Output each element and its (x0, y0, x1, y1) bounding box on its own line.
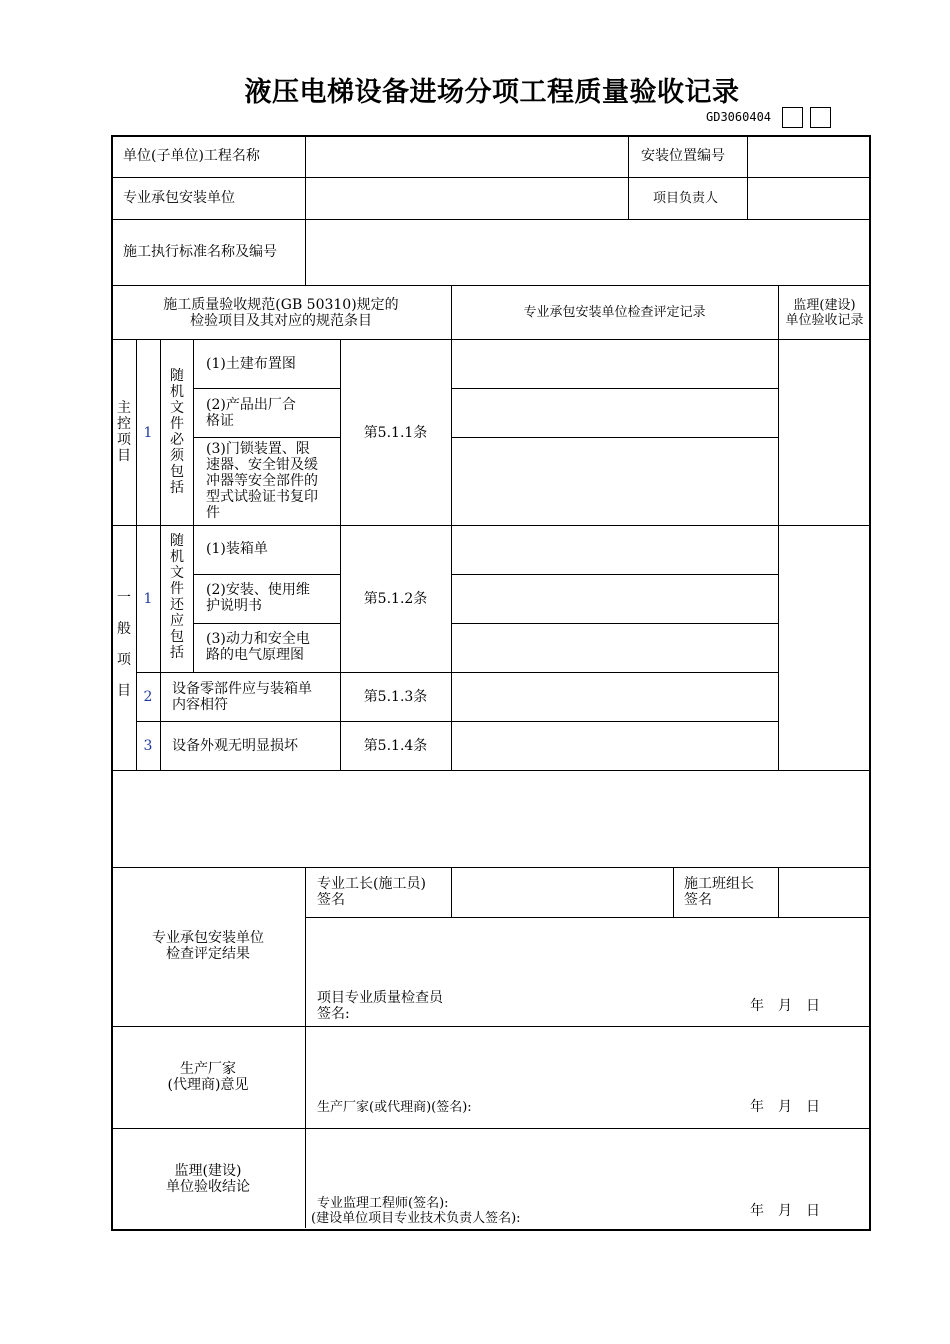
main-item-1: (1)土建布置图 (206, 356, 296, 372)
col-line (778, 867, 779, 917)
subcontractor-field[interactable] (310, 182, 624, 216)
col-line (451, 285, 452, 770)
manufacturer-sign-label: 生产厂家(或代理商)(签名): (317, 1100, 472, 1115)
general-item2-line1: 设备零部件应与装箱单 (172, 681, 312, 697)
general-item-3-line1: (3)动力和安全电 (206, 631, 310, 647)
result-date: 年 月 日 (750, 998, 820, 1014)
row-line (111, 219, 871, 220)
manufacturer-date: 年 月 日 (750, 1099, 820, 1115)
general-clause-3: 第5.1.4条 (363, 738, 428, 754)
supervisor-header-line1: 监理(建设) (793, 298, 856, 313)
main-item-3-line3: 冲器等安全部件的 (206, 473, 318, 489)
row-line (193, 623, 340, 624)
record-cell-main-3[interactable] (453, 439, 776, 523)
team-leader-label-line1: 施工班组长 (684, 876, 754, 892)
row-line (136, 672, 778, 673)
spec-header-line1: 施工质量验收规范(GB 50310)规定的 (163, 297, 399, 313)
foreman-label-line2: 签名 (317, 892, 345, 908)
row-line (193, 388, 340, 389)
general-item-2-line1: (2)安装、使用维 (206, 582, 310, 598)
supervisor-header-line2: 单位验收记录 (785, 313, 864, 328)
inspector-label-line1: 项目专业质量检查员 (317, 990, 443, 1006)
col-line (193, 339, 194, 672)
row-line (111, 1128, 871, 1129)
col-line (160, 339, 161, 770)
project-manager-field[interactable] (752, 182, 866, 216)
row-line (136, 721, 778, 722)
project-name-field[interactable] (310, 140, 624, 174)
subcontractor-label: 专业承包安装单位 (123, 190, 235, 206)
general-item-3-line2: 路的电气原理图 (206, 647, 304, 663)
code-box-1[interactable] (782, 107, 803, 128)
col-line (305, 867, 306, 1228)
supervision-sign-line2: (建设单位项目专业技术负责人签名): (311, 1211, 521, 1226)
project-name-label: 单位(子单位)工程名称 (123, 148, 260, 164)
main-control-label: 主 控 项 目 (117, 400, 131, 464)
main-item-3-line1: (3)门锁装置、限 (206, 441, 310, 457)
supervision-label-line1: 监理(建设) (174, 1163, 242, 1179)
record-cell-main-2[interactable] (453, 390, 776, 435)
record-cell-general-1[interactable] (453, 527, 776, 572)
general-clause-1: 第5.1.2条 (363, 591, 428, 607)
check-record-header: 专业承包安装单位检查评定记录 (523, 305, 706, 320)
location-no-label: 安装位置编号 (641, 148, 725, 164)
record-cell-general-5[interactable] (453, 723, 776, 768)
notes-area[interactable] (113, 772, 869, 865)
col-line (673, 867, 674, 917)
main-group-label: 随 机 文 件 必 须 包 括 (170, 368, 184, 496)
manufacturer-label-line1: 生产厂家 (180, 1061, 236, 1077)
record-cell-general-2[interactable] (453, 576, 776, 621)
supervisor-cell-general[interactable] (780, 527, 869, 768)
row-line (111, 1026, 871, 1027)
col-line (136, 339, 137, 770)
general-item-1: (1)装箱单 (206, 541, 268, 557)
col-line (778, 285, 779, 770)
row-line (451, 574, 778, 575)
supervision-label-line2: 单位验收结论 (166, 1179, 250, 1195)
row-line (451, 623, 778, 624)
row-line (451, 388, 778, 389)
supervision-date: 年 月 日 (750, 1203, 820, 1219)
general-label: 一 般 项 目 (117, 590, 131, 699)
col-line (747, 135, 748, 219)
main-item-2-line2: 格证 (206, 413, 234, 429)
main-item-3-line4: 型式试验证书复印 (206, 489, 318, 505)
row-line (111, 177, 871, 178)
record-cell-main-1[interactable] (453, 341, 776, 386)
general-item2-line2: 内容相符 (172, 697, 228, 713)
main-item-3-line5: 件 (206, 505, 220, 521)
supervision-sign-line1: 专业监理工程师(签名): (317, 1196, 449, 1211)
result-label-line1: 专业承包安装单位 (152, 930, 264, 946)
team-leader-sign-field[interactable] (780, 869, 869, 915)
row-line (111, 770, 871, 771)
row-line (111, 339, 871, 340)
inspector-label-line2: 签名: (317, 1006, 350, 1022)
row-line (193, 574, 340, 575)
page-title: 液压电梯设备进场分项工程质量验收记录 (244, 77, 740, 108)
general-index-2: 2 (143, 689, 153, 705)
supervisor-cell-main[interactable] (780, 341, 869, 523)
row-line (111, 525, 871, 526)
result-label-line2: 检查评定结果 (166, 946, 250, 962)
project-manager-label: 项目负责人 (653, 191, 719, 206)
manufacturer-label-line2: (代理商)意见 (167, 1077, 249, 1093)
col-line (451, 867, 452, 917)
form-code: GD3060404 (706, 110, 772, 124)
main-index: 1 (143, 425, 153, 441)
col-line (305, 135, 306, 285)
main-clause: 第5.1.1条 (363, 425, 428, 441)
standard-field[interactable] (310, 224, 866, 282)
general-item-2-line2: 护说明书 (206, 598, 262, 614)
general-group-label: 随 机 文 件 还 应 包 括 (170, 533, 184, 661)
main-item-3-line2: 速器、安全钳及缓 (206, 457, 318, 473)
location-no-field[interactable] (752, 140, 866, 174)
row-line (305, 917, 871, 918)
col-line (340, 339, 341, 770)
foreman-sign-field[interactable] (453, 869, 671, 915)
general-index-1: 1 (143, 591, 153, 607)
record-cell-general-4[interactable] (453, 674, 776, 719)
row-line (111, 285, 871, 286)
col-line (628, 135, 629, 219)
general-item3: 设备外观无明显损坏 (172, 738, 298, 754)
main-item-2-line1: (2)产品出厂合 (206, 397, 296, 413)
row-line (193, 437, 340, 438)
team-leader-label-line2: 签名 (684, 892, 712, 908)
row-line (451, 437, 778, 438)
general-index-3: 3 (143, 738, 153, 754)
record-cell-general-3[interactable] (453, 625, 776, 670)
code-box-2[interactable] (810, 107, 831, 128)
standard-label: 施工执行标准名称及编号 (123, 244, 277, 260)
row-line (111, 867, 871, 868)
foreman-label-line1: 专业工长(施工员) (317, 876, 426, 892)
spec-header-line2: 检验项目及其对应的规范条目 (190, 313, 372, 329)
general-clause-2: 第5.1.3条 (363, 689, 428, 705)
